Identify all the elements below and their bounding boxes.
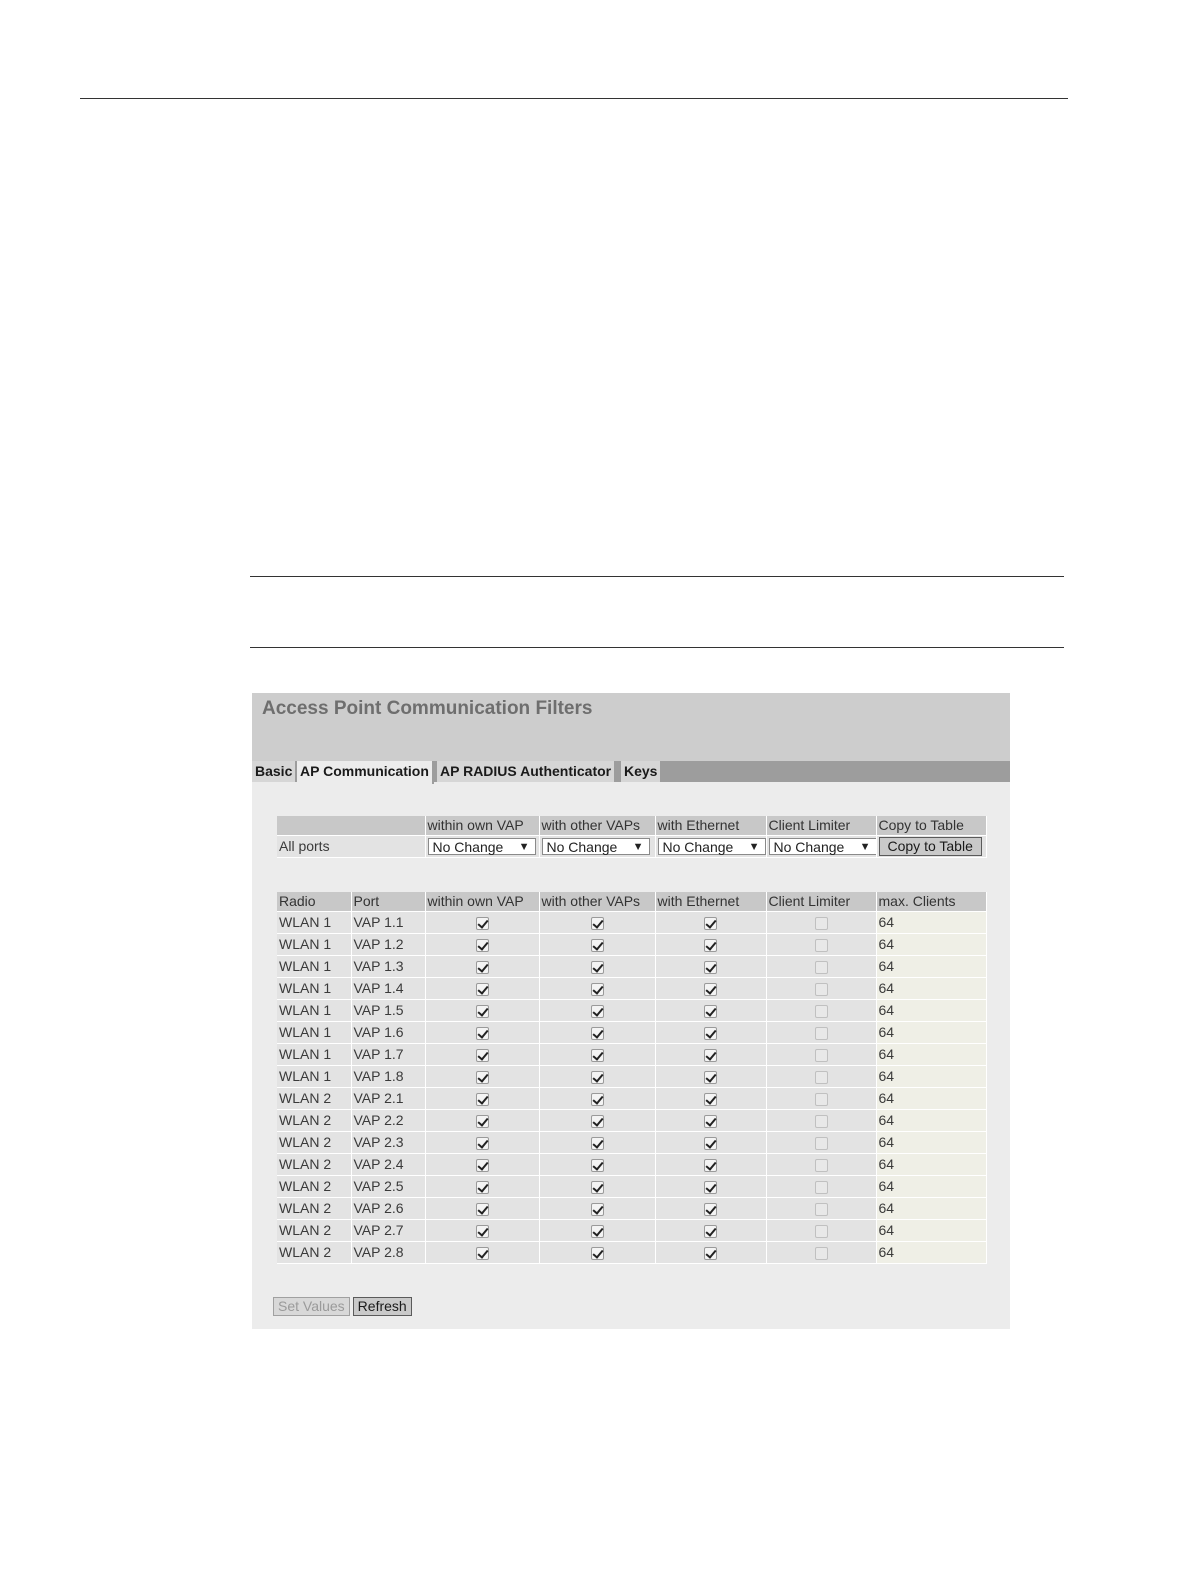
port-cell: VAP 2.8 — [351, 1241, 425, 1263]
within-own-vap-checkbox[interactable] — [476, 917, 489, 930]
screenshot-panel — [252, 693, 1010, 1329]
max-clients-field[interactable]: 64 — [876, 1065, 986, 1087]
select-value: No Change — [432, 838, 504, 855]
tab-keys[interactable]: Keys — [621, 761, 662, 782]
header-radio: Radio — [277, 892, 351, 911]
within-own-vap-checkbox[interactable] — [476, 1005, 489, 1018]
table-row — [277, 1241, 986, 1263]
within-own-vap-checkbox[interactable] — [476, 1027, 489, 1040]
with-other-vaps-checkbox[interactable] — [591, 1159, 604, 1172]
select-value: No Change — [662, 838, 734, 855]
client-limiter-checkbox[interactable] — [815, 1247, 828, 1260]
refresh-button[interactable]: Refresh — [353, 1297, 412, 1316]
port-cell: VAP 1.1 — [351, 911, 425, 933]
with-ethernet-checkbox[interactable] — [704, 1093, 717, 1106]
port-cell: VAP 1.4 — [351, 977, 425, 999]
max-clients-field[interactable]: 64 — [876, 955, 986, 977]
client-limiter-checkbox[interactable] — [815, 1049, 828, 1062]
within-own-vap-checkbox[interactable] — [476, 1049, 489, 1062]
client-limiter-checkbox[interactable] — [815, 961, 828, 974]
with-ethernet-checkbox[interactable] — [704, 917, 717, 930]
radio-cell: WLAN 2 — [277, 1241, 351, 1263]
with-other-vaps-checkbox[interactable] — [591, 1005, 604, 1018]
port-cell: VAP 2.2 — [351, 1109, 425, 1131]
within-own-vap-checkbox[interactable] — [476, 1203, 489, 1216]
tab-ap-communication[interactable]: AP Communication — [297, 761, 434, 784]
port-table-header-row — [277, 892, 986, 911]
with-other-vaps-checkbox[interactable] — [591, 1137, 604, 1150]
within-own-vap-checkbox[interactable] — [476, 1137, 489, 1150]
table-row — [277, 999, 986, 1021]
client-limiter-checkbox[interactable] — [815, 1093, 828, 1106]
panel-header — [252, 693, 1010, 761]
max-clients-field[interactable]: 64 — [876, 1131, 986, 1153]
table-row — [277, 977, 986, 999]
max-clients-field[interactable]: 64 — [876, 1197, 986, 1219]
radio-cell: WLAN 1 — [277, 999, 351, 1021]
action-buttons — [273, 1297, 415, 1316]
with-other-vaps-checkbox[interactable] — [591, 1071, 604, 1084]
header-within-own-vap: within own VAP — [425, 816, 539, 835]
max-clients-field[interactable]: 64 — [876, 1109, 986, 1131]
port-cell: VAP 1.6 — [351, 1021, 425, 1043]
client-limiter-checkbox[interactable] — [815, 1159, 828, 1172]
table-row — [277, 1219, 986, 1241]
radio-cell: WLAN 1 — [277, 1021, 351, 1043]
within-own-vap-checkbox[interactable] — [476, 1225, 489, 1238]
all-ports-label: All ports — [277, 835, 425, 857]
page-header-rule — [80, 98, 1068, 99]
radio-cell: WLAN 2 — [277, 1175, 351, 1197]
max-clients-field[interactable]: 64 — [876, 1021, 986, 1043]
table-row — [277, 1131, 986, 1153]
within-own-vap-checkbox[interactable] — [476, 983, 489, 996]
dropdown-arrow-icon: ▼ — [518, 840, 530, 853]
table-row — [277, 1197, 986, 1219]
port-cell: VAP 2.1 — [351, 1087, 425, 1109]
within-own-vap-checkbox[interactable] — [476, 1159, 489, 1172]
max-clients-field[interactable]: 64 — [876, 1153, 986, 1175]
dropdown-arrow-icon: ▼ — [859, 840, 871, 853]
max-clients-field[interactable]: 64 — [876, 1087, 986, 1109]
with-ethernet-checkbox[interactable] — [704, 1203, 717, 1216]
client-limiter-checkbox[interactable] — [815, 939, 828, 952]
with-ethernet-checkbox[interactable] — [704, 1225, 717, 1238]
header-with-other-vaps: with other VAPs — [539, 816, 655, 835]
tab-bar — [252, 761, 1010, 782]
port-cell: VAP 2.7 — [351, 1219, 425, 1241]
table-row — [277, 955, 986, 977]
note-bottom-rule — [250, 647, 1064, 648]
within-own-vap-checkbox[interactable] — [476, 961, 489, 974]
all-ports-row — [277, 835, 986, 857]
all-ports-header-row — [277, 816, 986, 835]
with-ethernet-checkbox[interactable] — [704, 1181, 717, 1194]
table-row — [277, 1153, 986, 1175]
port-cell: VAP 1.8 — [351, 1065, 425, 1087]
header-with-ethernet: with Ethernet — [655, 892, 766, 911]
with-other-vaps-checkbox[interactable] — [591, 1027, 604, 1040]
with-ethernet-checkbox[interactable] — [704, 983, 717, 996]
with-other-vaps-checkbox[interactable] — [591, 1115, 604, 1128]
header-client-limiter: Client Limiter — [766, 892, 876, 911]
header-port: Port — [351, 892, 425, 911]
radio-cell: WLAN 2 — [277, 1219, 351, 1241]
client-limiter-checkbox[interactable] — [815, 1071, 828, 1084]
header-empty — [277, 816, 425, 835]
radio-cell: WLAN 1 — [277, 933, 351, 955]
with-other-vaps-checkbox[interactable] — [591, 983, 604, 996]
table-row — [277, 1021, 986, 1043]
copy-to-table-button[interactable]: Copy to Table — [879, 837, 982, 856]
dropdown-arrow-icon: ▼ — [748, 840, 760, 853]
radio-cell: WLAN 1 — [277, 977, 351, 999]
radio-cell: WLAN 2 — [277, 1153, 351, 1175]
table-row — [277, 911, 986, 933]
table-row — [277, 1065, 986, 1087]
client-limiter-checkbox[interactable] — [815, 1203, 828, 1216]
port-cell: VAP 1.3 — [351, 955, 425, 977]
within-own-vap-checkbox[interactable] — [476, 939, 489, 952]
client-limiter-checkbox[interactable] — [815, 1225, 828, 1238]
page-title: Access Point Communication Filters — [262, 698, 593, 719]
max-clients-field[interactable]: 64 — [876, 1043, 986, 1065]
with-ethernet-checkbox[interactable] — [704, 961, 717, 974]
header-with-ethernet: with Ethernet — [655, 816, 766, 835]
with-other-vaps-checkbox[interactable] — [591, 917, 604, 930]
select-value: No Change — [546, 838, 618, 855]
radio-cell: WLAN 1 — [277, 911, 351, 933]
port-cell: VAP 2.6 — [351, 1197, 425, 1219]
with-ethernet-checkbox[interactable] — [704, 1049, 717, 1062]
client-limiter-checkbox[interactable] — [815, 1137, 828, 1150]
within-own-vap-checkbox[interactable] — [476, 1115, 489, 1128]
tab-ap-radius-authenticator[interactable]: AP RADIUS Authenticator — [437, 761, 616, 782]
with-other-vaps-checkbox[interactable] — [591, 1181, 604, 1194]
port-table — [277, 892, 987, 1264]
header-copy-to-table: Copy to Table — [876, 816, 986, 835]
port-cell: VAP 1.7 — [351, 1043, 425, 1065]
with-ethernet-checkbox[interactable] — [704, 1115, 717, 1128]
port-cell: VAP 2.3 — [351, 1131, 425, 1153]
with-ethernet-checkbox[interactable] — [704, 1027, 717, 1040]
table-row — [277, 933, 986, 955]
with-ethernet-checkbox[interactable] — [704, 1071, 717, 1084]
with-ethernet-checkbox[interactable] — [704, 1005, 717, 1018]
radio-cell: WLAN 1 — [277, 1043, 351, 1065]
with-ethernet-checkbox[interactable] — [704, 1137, 717, 1150]
within-own-vap-checkbox[interactable] — [476, 1247, 489, 1260]
table-row — [277, 1175, 986, 1197]
max-clients-field[interactable]: 64 — [876, 911, 986, 933]
with-ethernet-checkbox[interactable] — [704, 1159, 717, 1172]
select-value: No Change — [773, 838, 845, 855]
set-values-button[interactable]: Set Values — [273, 1297, 350, 1316]
within-own-vap-select[interactable] — [428, 838, 536, 855]
with-ethernet-select[interactable] — [658, 838, 766, 855]
header-max-clients: max. Clients — [876, 892, 986, 911]
max-clients-field[interactable]: 64 — [876, 977, 986, 999]
within-own-vap-checkbox[interactable] — [476, 1181, 489, 1194]
header-with-other-vaps: with other VAPs — [539, 892, 655, 911]
with-other-vaps-select[interactable] — [542, 838, 650, 855]
client-limiter-checkbox[interactable] — [815, 1181, 828, 1194]
client-limiter-checkbox[interactable] — [815, 1027, 828, 1040]
radio-cell: WLAN 2 — [277, 1109, 351, 1131]
header-within-own-vap: within own VAP — [425, 892, 539, 911]
within-own-vap-checkbox[interactable] — [476, 1071, 489, 1084]
with-other-vaps-checkbox[interactable] — [591, 1225, 604, 1238]
with-other-vaps-checkbox[interactable] — [591, 1093, 604, 1106]
port-table-body — [277, 911, 986, 1263]
max-clients-field[interactable]: 64 — [876, 1219, 986, 1241]
client-limiter-checkbox[interactable] — [815, 917, 828, 930]
port-cell: VAP 1.2 — [351, 933, 425, 955]
tab-basic[interactable]: Basic — [252, 761, 297, 782]
port-cell: VAP 2.5 — [351, 1175, 425, 1197]
table-row — [277, 1043, 986, 1065]
dropdown-arrow-icon: ▼ — [632, 840, 644, 853]
with-other-vaps-checkbox[interactable] — [591, 1203, 604, 1216]
all-ports-table — [277, 816, 987, 858]
table-row — [277, 1109, 986, 1131]
with-ethernet-checkbox[interactable] — [704, 939, 717, 952]
radio-cell: WLAN 2 — [277, 1131, 351, 1153]
with-other-vaps-checkbox[interactable] — [591, 1049, 604, 1062]
with-other-vaps-checkbox[interactable] — [591, 939, 604, 952]
max-clients-field[interactable]: 64 — [876, 933, 986, 955]
client-limiter-select[interactable] — [769, 838, 877, 855]
note-top-rule — [250, 576, 1064, 577]
with-other-vaps-checkbox[interactable] — [591, 1247, 604, 1260]
client-limiter-checkbox[interactable] — [815, 1005, 828, 1018]
with-ethernet-checkbox[interactable] — [704, 1247, 717, 1260]
max-clients-field[interactable]: 64 — [876, 1175, 986, 1197]
port-cell: VAP 1.5 — [351, 999, 425, 1021]
max-clients-field[interactable]: 64 — [876, 999, 986, 1021]
radio-cell: WLAN 1 — [277, 955, 351, 977]
radio-cell: WLAN 2 — [277, 1197, 351, 1219]
with-other-vaps-checkbox[interactable] — [591, 961, 604, 974]
header-client-limiter: Client Limiter — [766, 816, 876, 835]
port-cell: VAP 2.4 — [351, 1153, 425, 1175]
max-clients-field[interactable]: 64 — [876, 1241, 986, 1263]
radio-cell: WLAN 2 — [277, 1087, 351, 1109]
radio-cell: WLAN 1 — [277, 1065, 351, 1087]
client-limiter-checkbox[interactable] — [815, 983, 828, 996]
within-own-vap-checkbox[interactable] — [476, 1093, 489, 1106]
client-limiter-checkbox[interactable] — [815, 1115, 828, 1128]
table-row — [277, 1087, 986, 1109]
